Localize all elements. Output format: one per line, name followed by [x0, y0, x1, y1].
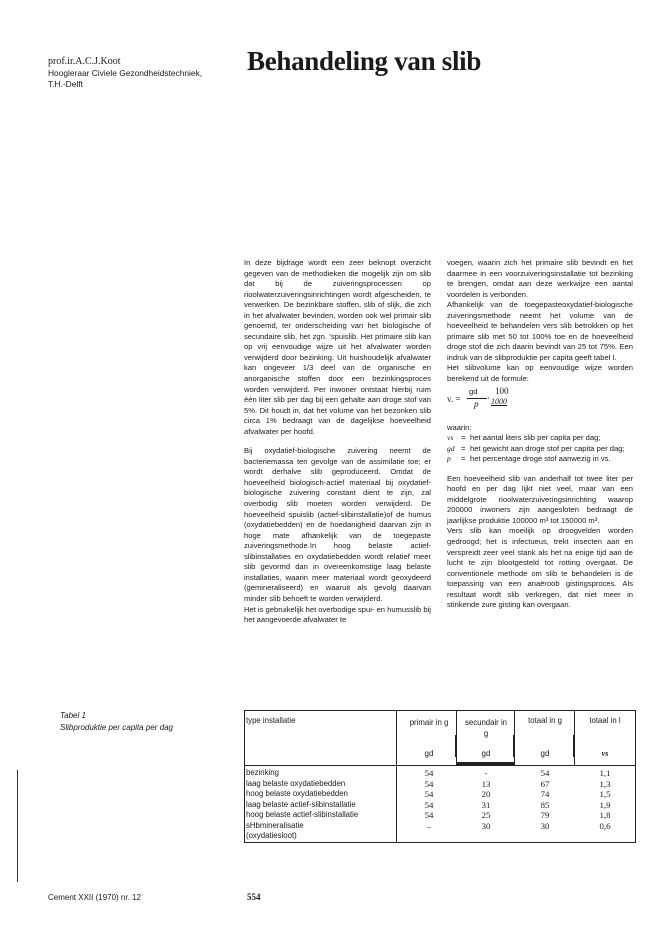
table-left-rule [244, 710, 245, 843]
author-block [48, 56, 248, 91]
formula-hundred: 100 [495, 385, 509, 396]
formula-thousand: 1000 [491, 396, 507, 406]
unit-totaal-l: vs [601, 749, 609, 758]
table-tick [573, 735, 575, 757]
table-tick [455, 735, 457, 757]
formula-definitions [447, 433, 633, 465]
page-number: 554 [247, 892, 261, 902]
table-right-rule [635, 710, 636, 843]
table-tick [513, 735, 515, 757]
table-caption [60, 710, 230, 733]
unit-totaal-g: gd [540, 749, 550, 758]
unit-primair: gd [424, 749, 434, 758]
table-number: Tabel 1 [60, 711, 86, 720]
table-tick [456, 762, 514, 765]
paragraph: Vers slib kan moeilijk op droogvelden worden gedroogd; het is infectueus, trekt insecten aan en verspreidt zeer veel stank als het na enige tijd aan de lucht te zijn blootgesteld tot rotting overgaat. De conventionele methode om slib te behandelen is de toepassing van een anaëroob gistingsproces. Als resultaat wordt slib verkregen, dat niet meer in stinkende zure gisting kan overgaan. [447, 526, 633, 610]
margin-rule [17, 770, 18, 882]
paragraph: Bij oxydatief-biologische zuivering neemt de bacteriemassa ten gevolge van de assimilatie toe; er wordt derhalve slib geproduceerd. Omdat de hoeveelheid biologisch-actief materiaal bij oxydatief-biologische zuivering constant dient te zijn, zal overbodig slib moeten worden verwijderd. De hoeveelheid spuislib (actief-slibinstallatie)of de humus (oxydatiebedden) en de hoedanigheid daarvan zijn in hoge mate afhankelijk van de toegepaste zuiveringsmethode.In hoog belaste actief-slibinstallaties en oxydatiebedden wordt relatief meer slib gevormd dan in overeenkomstige laag belaste installaties, waarin meer materiaal wordt geoxydeerd (gemineraliseerd) en waaruit als gevolg daarvan minder slib behoeft te worden verwijderd. [244, 446, 431, 603]
article-title: Behandeling van slib [247, 46, 482, 76]
formula-gd: gd [469, 386, 478, 396]
header-type: type installatie [246, 716, 296, 725]
volume-formula [447, 387, 633, 417]
table-bottom-rule [244, 842, 636, 843]
header-secundair: secundair in g [464, 718, 508, 738]
header-totaal-l: totaal in l [589, 716, 621, 725]
header-primair: primair in g [409, 718, 449, 727]
paragraph: Afhankelijk van de toegepasteoxydatief-biologische zuiveringsmethode neemt het volume van de hoeveelheid te behandelen vers slib betrokken op het primaire slib met 50 tot 100% toe en de hoeveelheid droge stof die zich daarin bevindt van 25 tot 75%. Een indruk van de slibproduktie per capita geeft tabel I. [447, 300, 633, 362]
text-column-1 [244, 258, 431, 635]
table-col-rule [396, 710, 397, 843]
text-column-2 [447, 258, 633, 620]
formula-p: p [474, 398, 479, 409]
author-name: prof.ir.A.C.J.Koot [48, 56, 121, 67]
table-header-rule [244, 765, 636, 766]
table-top-rule [244, 710, 636, 711]
paragraph: Het is gebruikelijk het overbodige spui- en humusslib bij het aangevoerde afvalwater te [244, 604, 431, 625]
definition-row: vs = het aantal liters slib per capita per dag; [447, 433, 601, 443]
unit-secundair: gd [481, 749, 491, 758]
paragraph: Een hoeveelheid slib van anderhalf tot twee liter per hoofd en per dag lijkt niet veel, maar van een middelgrote rioolwaterzuiveringsinrichting waarop 200000 inwoners zijn aangesloten bedraagt de jaarlijkse produktie 100000 m³ tot 150000 m³. [447, 473, 633, 525]
author-institution: T.H.-Delft [48, 79, 83, 89]
paragraph: voegen, waarin zich het primaire slib bevindt en het daarmee in een voorzuiveringsinstallatie tot bezinking te brengen, omdat aan deze werkwijze een aantal voordelen is verbonden. [447, 258, 633, 299]
formula-lhs: v. = [447, 393, 461, 404]
formula-dot: · [487, 392, 490, 403]
author-affiliation: Hoogleraar Civiele Gezondheidstechniek, [48, 67, 203, 78]
definition-row: p = het percentage droge stof aanwezig in vs. [447, 454, 611, 464]
paragraph: Het slibvolume kan op eenvoudige wijze worden berekend uit de formule: [447, 363, 633, 384]
table-title: Slibproduktie per capita per dag [60, 722, 173, 732]
slib-table: type installatie primair in g secundair in g totaal in g totaal in l gd gd gd vs bezinking 54 - 54 1,1 laag belaste oxydatiebedden 54 13 67 1,3 hoog belaste oxydatiebedden 54 20 74 1,5 laag belaste actief-slibinstallatie 54 31 85 1,9 hoog belaste actief-slibinstallatie 54 25 79 1,8 sHbmineralisatie – 30 30 0,6 (oxydatiesloot) [244, 710, 636, 843]
header-totaal-g: totaal in g [528, 716, 562, 725]
waarin-label: waarin: [447, 422, 472, 432]
journal-citation: Cement XXII (1970) nr. 12 [48, 893, 141, 902]
definition-row: gd = het gewicht aan droge stof per capita per dag; [447, 443, 625, 453]
paragraph: In deze bijdrage wordt een zeer beknopt overzicht gegeven van de methodieken die mogelijk zijn om slib dat bij de zuiveringsprocessen op rioolwaterzuiveringsinrichtingen wordt afgescheiden, te verwerken. De bezinkbare stoffen, slib of slijk, die zich in het afvalwater bevinden, worden ook wel primair slib genoemd, ter onderscheiding van het biologische of secundaire slib, het zgn. 'spuislib. Het primaire slib kan op vrij eenvoudige wijze uit het afvalwater worden verwijderd door bezinking. Uit huishoudelijk afvalwater kan ongeveer 1/3 deel van de organische en anorganische stoffen door een bezinkingsproces worden verwijderd. Per inwoner ontstaat hierbij ruim één liter slib per dag bij een gehalte aan droge stof van 5%. Dit houdt in, dat het volume van het bezonken slib circa 1% bedraagt van de dagelijkse hoeveelheid afvalwater per hoofd. [244, 258, 431, 436]
